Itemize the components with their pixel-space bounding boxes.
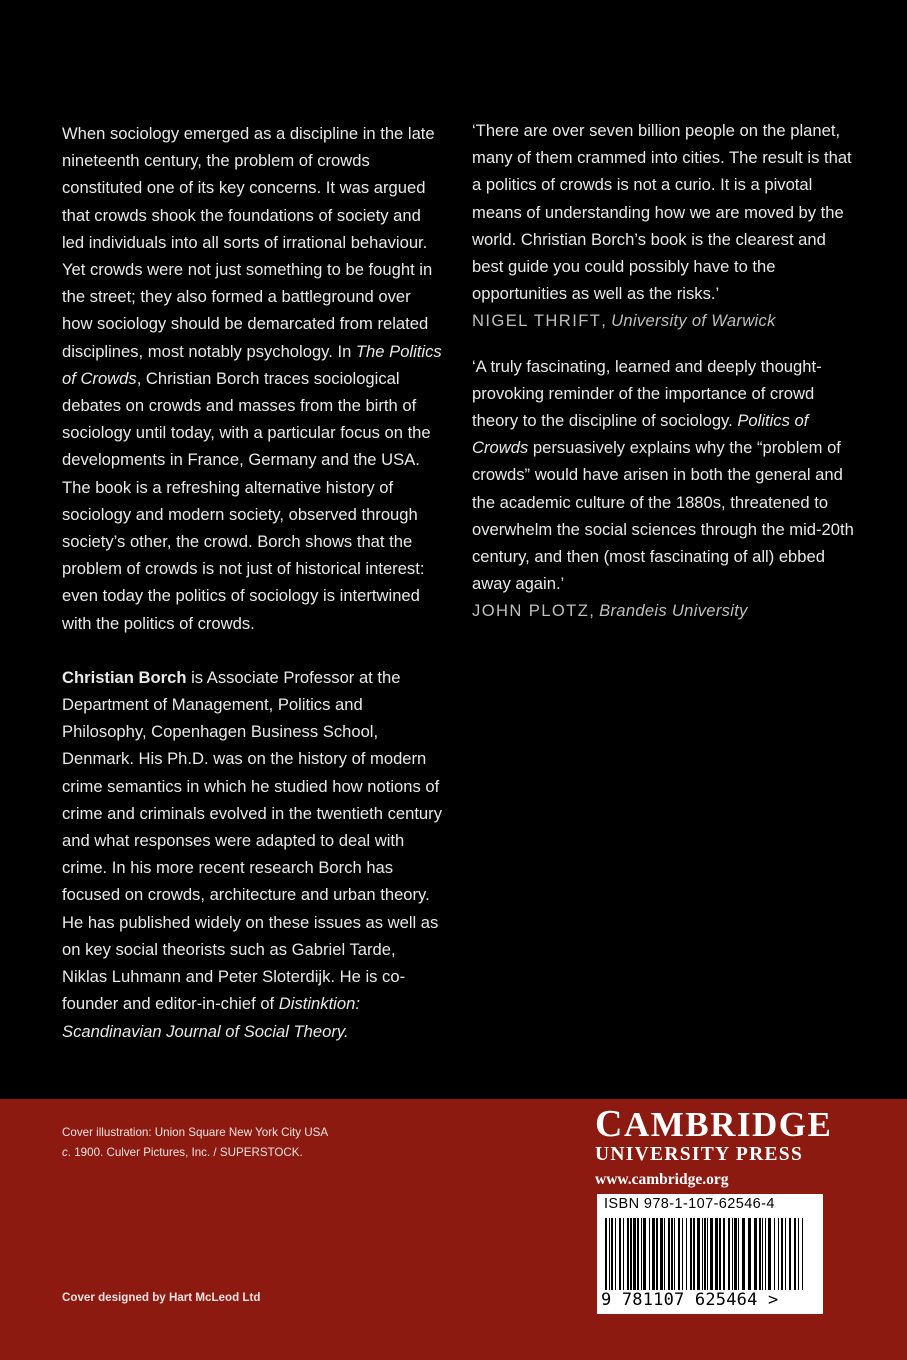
barcode-bar (682, 1218, 683, 1290)
review-attribution: NIGEL THRIFT, University of Warwick (472, 311, 776, 331)
barcode-bar (702, 1218, 703, 1290)
barcode-bar (633, 1218, 636, 1290)
barcode-bar (637, 1218, 639, 1290)
barcode-bar (789, 1218, 791, 1290)
barcode-bar (710, 1218, 713, 1290)
author-bio: Christian Borch is Associate Professor at the Department of Management, Politics and Philosophy, Copenhagen Business School, Denmark. His Ph.D. was on the history of modern crime semantics in which he studied how notions of crime and criminals evolved in the twentieth century and what responses were adapted to deal with crime. In his more recent research Borch has focused on crowds, architecture and urban theory. He has published widely on these issues as well as on key social theorists such as Gabriel Tarde, Niklas Luhmann and Peter Sloterdijk. He is co-founder and editor-in-chief of Distinktion: Scandinavian Journal of Social Theory. (62, 667, 442, 1041)
book-description: When sociology emerged as a discipline in the late nineteenth century, the problem of crowds constituted one of its key concerns. It was argued that crowds shook the foundations of society and led individuals into all sorts of irrational behaviour. Yet crowds were not just something to be fought in the street; they also formed a battleground over how sociology should be demarcated from related disciplines, most notably psychology. In The Politics of Crowds, Christian Borch traces sociological debates on crowds and masses from the birth of sociology until today, with a particular focus on the developments in France, Germany and the USA. The book is a refreshing alternative history of sociology and modern society, observed through society’s other, the crowd. Borch shows that the problem of crowds is not just of historical interest: even today the politics of sociology is intertwined with the politics of crowds. (62, 124, 442, 633)
barcode-bar (748, 1218, 751, 1290)
barcode-bar (738, 1218, 739, 1290)
barcode-bar (794, 1218, 796, 1290)
publisher-band (0, 1099, 907, 1360)
barcode-bar (643, 1218, 646, 1290)
barcode-bar (686, 1218, 687, 1290)
barcode-bar (719, 1218, 721, 1290)
barcode-bar (656, 1218, 658, 1290)
barcode-bar (785, 1218, 786, 1290)
barcode-bar (671, 1218, 673, 1290)
barcode-bar (802, 1218, 803, 1290)
barcode-bar (678, 1218, 680, 1290)
barcode-bar (774, 1218, 775, 1290)
publisher-subtitle: UNIVERSITY PRESS (595, 1144, 804, 1165)
barcode-bars (605, 1218, 803, 1290)
barcode-bar (778, 1218, 779, 1290)
barcode-bar (668, 1218, 670, 1290)
cover-illustration-credit: Cover illustration: Union Square New York City USA c. 1900. Culver Pictures, Inc. / SUPERSTOCK. (62, 1126, 329, 1159)
review-quote: ‘A truly fascinating, learned and deeply thought-provoking reminder of the importance of crowd theory to the discipline of sociology. Politics of Crowds persuasively explains why the “problem of crowds” would have arisen in both the general and the academic culture of the 1880s, threatened to overwhelm the social sciences through the mid-20th century, and then (most fascinating of all) ebbed away again.’ JOHN PLOTZ, Brandeis University (472, 353, 857, 625)
barcode-bar (627, 1218, 629, 1290)
review-attribution: JOHN PLOTZ, Brandeis University (472, 601, 748, 621)
barcode-bar (707, 1218, 708, 1290)
publisher-logo (595, 1105, 835, 1190)
barcode-bar (762, 1218, 763, 1290)
barcode-digits: 9 781107 625464 > (601, 1290, 779, 1310)
barcode-bar (674, 1218, 675, 1290)
barcode-bar (623, 1218, 624, 1290)
barcode-bar (660, 1218, 663, 1290)
barcode-bar (715, 1218, 718, 1290)
barcode-bar (765, 1218, 766, 1290)
publisher-name: CAMBRIDGE (595, 1103, 833, 1145)
journal-title: Distinktion: Scandinavian Journal of Social Theory. (62, 994, 360, 1041)
barcode-bar (630, 1218, 632, 1290)
barcode-bar (664, 1218, 665, 1290)
barcode-bar (605, 1218, 607, 1290)
barcode-bar (609, 1218, 610, 1290)
barcode-bar (768, 1218, 771, 1290)
isbn-label: ISBN 978-1-107-62546-4 (604, 1196, 775, 1212)
barcode-bar (742, 1218, 745, 1290)
barcode-bar (641, 1218, 642, 1290)
barcode-bar (781, 1218, 783, 1290)
barcode-bar (697, 1218, 700, 1290)
barcode-bar (690, 1218, 692, 1290)
barcode-bar (693, 1218, 695, 1290)
left-column (62, 120, 442, 1045)
barcode-bar (652, 1218, 655, 1290)
barcode-bar (798, 1218, 799, 1290)
barcode-bar (754, 1218, 757, 1290)
publisher-url: www.cambridge.org (595, 1171, 729, 1188)
isbn-barcode (597, 1194, 823, 1314)
barcode-bar (649, 1218, 650, 1290)
right-column (472, 117, 857, 625)
book-title: The Politics of Crowds (62, 341, 442, 388)
cover-designer-credit: Cover designed by Hart McLeod Ltd (62, 1291, 261, 1304)
barcode-bar (759, 1218, 761, 1290)
barcode-bar (728, 1218, 730, 1290)
barcode-bar (734, 1218, 737, 1290)
barcode-bar (615, 1218, 616, 1290)
barcode-bar (619, 1218, 621, 1290)
review-quote: ‘There are over seven billion people on the planet, many of them crammed into cities. The result is that a politics of crowds is not a curio. It is a pivotal means of understanding how we are moved by the world. Christian Borch’s book is the clearest and best guide you could possibly have to the opportunities as well as the risks.’ NIGEL THRIFT, University of Warwick (472, 117, 857, 335)
barcode-bar (611, 1218, 613, 1290)
barcode-bar (704, 1218, 706, 1290)
author-name: Christian Borch (62, 667, 187, 687)
barcode-bar (723, 1218, 725, 1290)
barcode-bar (732, 1218, 733, 1290)
